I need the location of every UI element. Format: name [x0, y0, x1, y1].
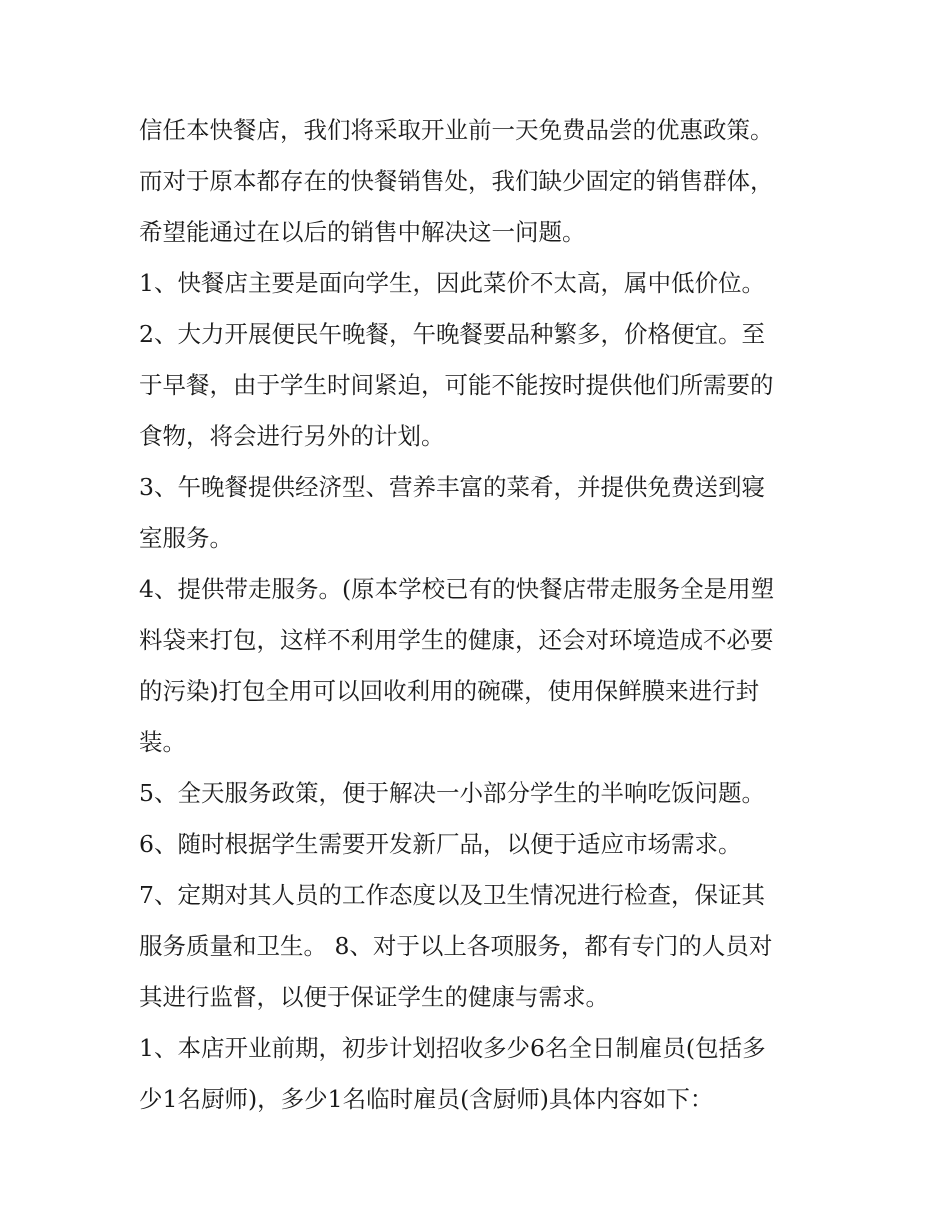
list-item-1: 1、快餐店主要是面向学生，因此菜价不太高，属中低价位。	[139, 269, 765, 297]
list-item-7-line-2: 服务质量和卫生。 8、对于以上各项服务，都有专门的人员对	[139, 932, 773, 960]
list-item-3-line-1: 3、午晚餐提供经济型、营养丰富的菜肴，并提供免费送到寝	[139, 473, 765, 501]
list-item-4-line-2: 料袋来打包，这样不利用学生的健康，还会对环境造成不必要	[139, 626, 774, 654]
text-line-3: 希望能通过在以后的销售中解决这一问题。	[139, 218, 586, 246]
text-line-2: 而对于原本都存在的快餐销售处，我们缺少固定的销售群体，	[139, 167, 774, 195]
list-item-2-line-3: 食物，将会进行另外的计划。	[139, 422, 445, 450]
list-item-4-line-3: 的污染)打包全用可以回收利用的碗碟，使用保鲜膜来进行封	[139, 677, 760, 705]
list-item-6: 6、随时根据学生需要开发新厂品，以便于适应市场需求。	[139, 830, 742, 858]
list-item-3-line-2: 室服务。	[139, 524, 233, 552]
staffing-line-2: 少1名厨师)，多少1名临时雇员(含厨师)具体内容如下：	[139, 1085, 714, 1113]
list-item-4-line-1: 4、提供带走服务。(原本学校已有的快餐店带走服务全是用塑	[139, 575, 775, 603]
list-item-4-line-4: 装。	[139, 728, 186, 756]
staffing-line-1: 1、本店开业前期，初步计划招收多少6名全日制雇员(包括多	[139, 1034, 766, 1062]
list-item-8: 其进行监督，以便于保证学生的健康与需求。	[139, 983, 609, 1011]
document-body	[139, 105, 829, 1125]
list-item-2-line-1: 2、大力开展便民午晚餐，午晚餐要品种繁多，价格便宜。至	[139, 320, 765, 348]
text-line-1: 信任本快餐店，我们将采取开业前一天免费品尝的优惠政策。	[139, 116, 774, 144]
list-item-7-line-1: 7、定期对其人员的工作态度以及卫生情况进行检查，保证其	[139, 881, 765, 909]
list-item-2-line-2: 于早餐，由于学生时间紧迫，可能不能按时提供他们所需要的	[139, 371, 774, 399]
list-item-5: 5、全天服务政策，便于解决一小部分学生的半响吃饭问题。	[139, 779, 765, 807]
